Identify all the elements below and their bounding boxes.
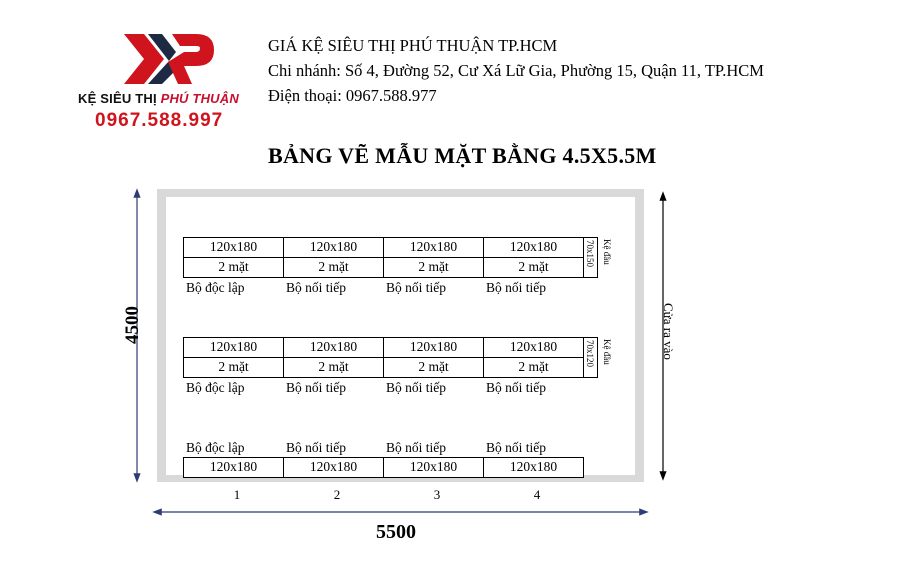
shelf-size: 120x180 [283,237,384,258]
shelf-size: 120x180 [383,457,484,478]
shelf-type: Bộ nối tiếp [286,280,346,295]
shelf-size: 120x180 [283,337,384,358]
shelf-type: Bộ nối tiếp [386,440,446,455]
end-cap-shelf [583,237,598,278]
width-dimension: 5500 [376,521,416,543]
shelf-type: Bộ nối tiếp [486,280,546,295]
shelf-type: Bộ nối tiếp [386,280,446,295]
shelf-type: Bộ độc lập [186,440,245,455]
shelf-type: Bộ nối tiếp [486,380,546,395]
shelf-type: Bộ nối tiếp [286,440,346,455]
header-company: GIÁ KỆ SIÊU THỊ PHÚ THUẬN TP.HCM [268,36,558,55]
door-label: Cửa ra vào [661,303,676,360]
brand-name-red: PHÚ THUẬN [160,91,239,106]
shelf-size: 120x180 [483,337,584,358]
end-cap-size: 70x120 [585,340,595,367]
column-number: 2 [333,487,341,502]
end-cap-shelf [583,337,598,378]
shelf-size: 120x180 [283,457,384,478]
shelf-type: Bộ nối tiếp [486,440,546,455]
shelf-type: Bộ nối tiếp [386,380,446,395]
column-number: 3 [433,487,441,502]
shelf-type: Bộ độc lập [186,280,245,295]
shelf-faces: 2 mặt [283,357,384,378]
brand-name-black: KỆ SIÊU THỊ [78,91,157,106]
page-title: BẢNG VẼ MẪU MẶT BẰNG 4.5X5.5M [268,143,657,168]
height-dimension: 4500 [122,306,143,344]
shelf-size: 120x180 [183,237,284,258]
shelf-faces: 2 mặt [383,257,484,278]
shelf-faces: 2 mặt [483,357,584,378]
shelf-size: 120x180 [183,457,284,478]
shelf-size: 120x180 [483,457,584,478]
shelf-size: 120x180 [383,337,484,358]
column-number: 4 [533,487,541,502]
shelf-faces: 2 mặt [283,257,384,278]
shelf-size: 120x180 [483,237,584,258]
shelf-faces: 2 mặt [183,357,284,378]
shelf-faces: 2 mặt [183,257,284,278]
column-number: 1 [233,487,241,502]
end-cap-label: Kệ đầu [602,339,612,365]
brand-phone: 0967.588.997 [95,110,224,131]
shelf-faces: 2 mặt [383,357,484,378]
end-cap-label: Kệ đầu [602,239,612,265]
header-address: Chi nhánh: Số 4, Đường 52, Cư Xá Lữ Gia, Phường 15, Quận 11, TP.HCM [268,61,764,80]
shelf-type: Bộ nối tiếp [286,380,346,395]
end-cap-size: 70x150 [585,240,595,267]
shelf-faces: 2 mặt [483,257,584,278]
shelf-size: 120x180 [383,237,484,258]
header-phone: Điện thoại: 0967.588.977 [268,86,437,105]
shelf-type: Bộ độc lập [186,380,245,395]
shelf-size: 120x180 [183,337,284,358]
